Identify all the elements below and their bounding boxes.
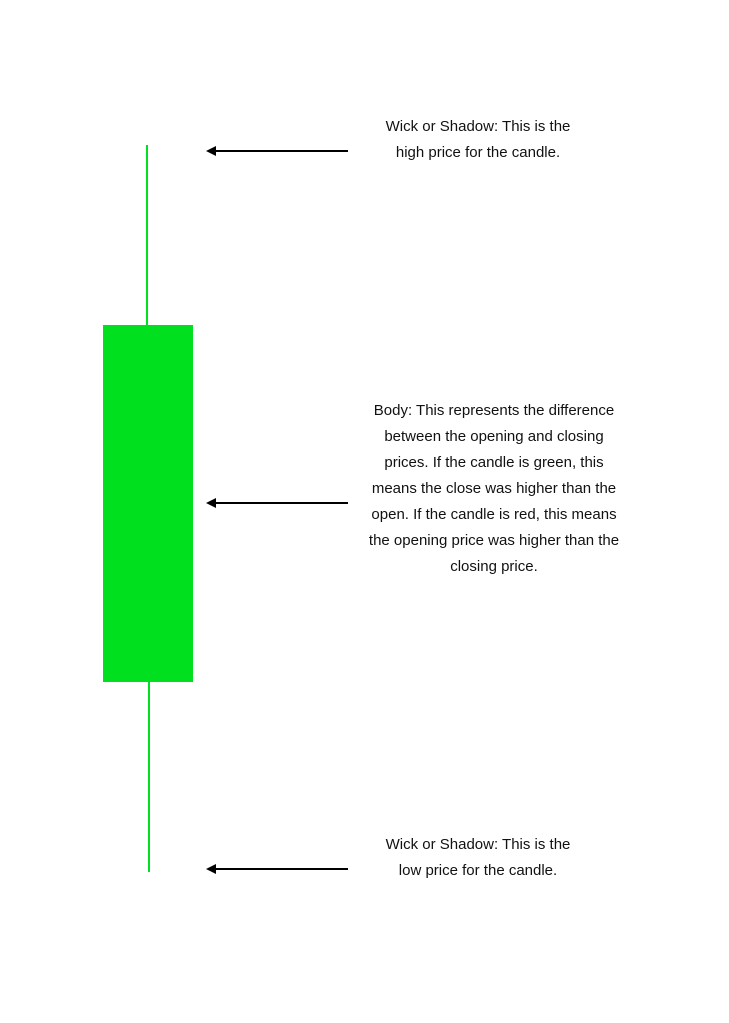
candle-body [103, 325, 193, 682]
upper-wick-line [146, 145, 148, 326]
body-label: Body: This represents the difference between the opening and closing prices. If the candle is green, this means the close was higher than the open. If the candle is red, this means the opening price was higher than the closing price. [368, 402, 620, 575]
upper-wick-label: Wick or Shadow: This is the high price for the candle. [385, 118, 571, 161]
lower-wick-line [148, 681, 150, 872]
lower-wick-arrow [206, 863, 350, 875]
lower-wick-label: Wick or Shadow: This is the low price for the candle. [385, 836, 571, 879]
upper-wick-arrow [206, 145, 350, 157]
body-arrow [206, 497, 350, 509]
